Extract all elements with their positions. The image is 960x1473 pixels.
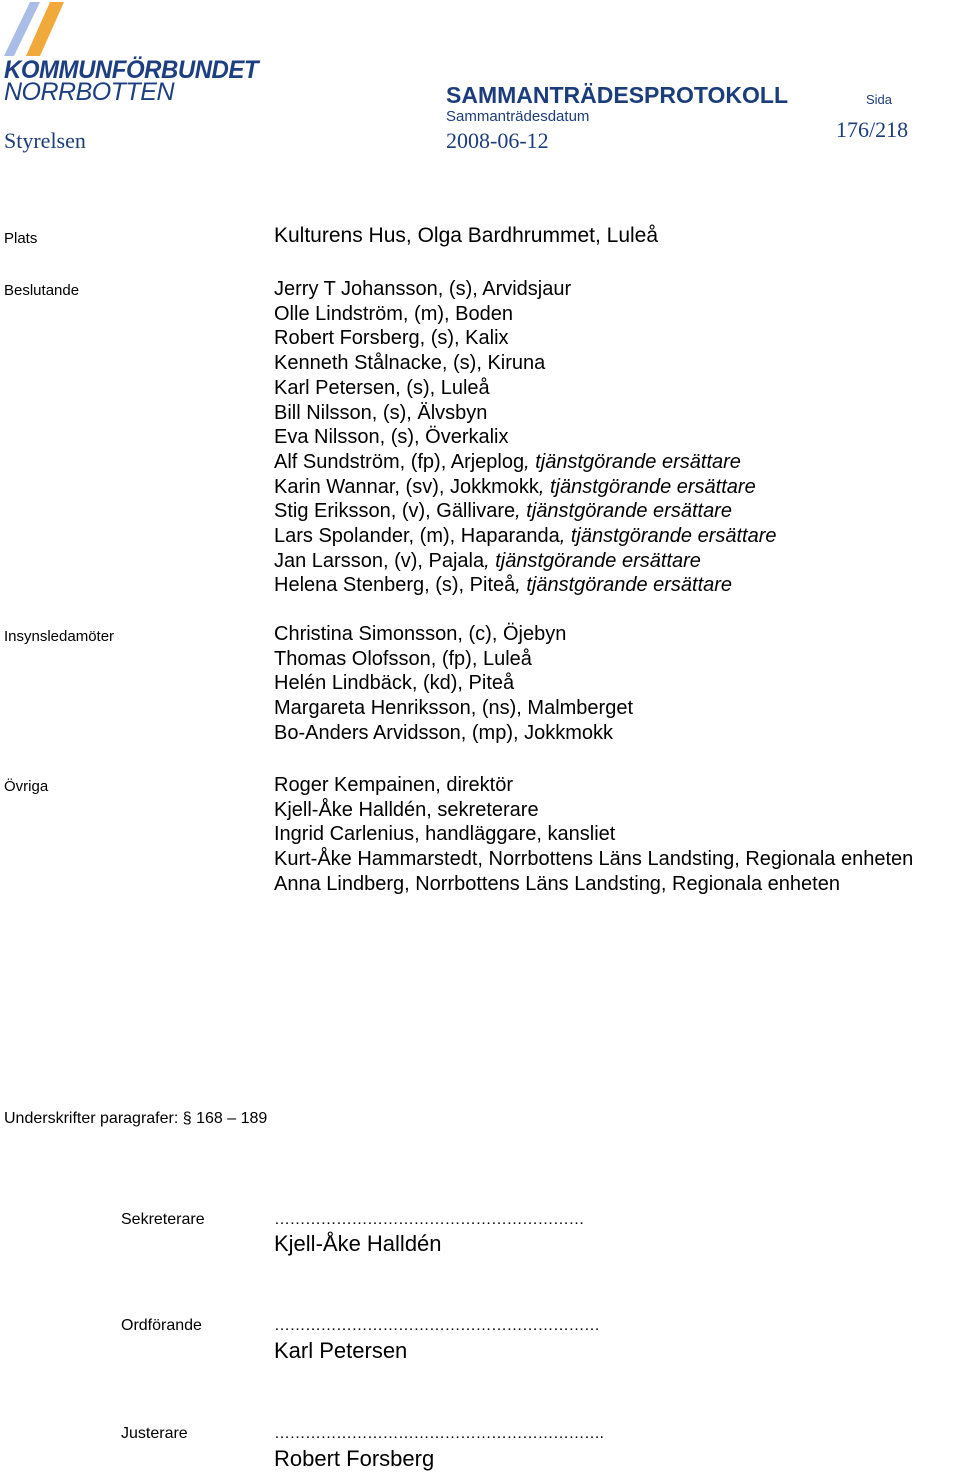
member-text: Helena Stenberg, (s), Piteå — [274, 574, 516, 597]
member-text: Karin Wannar, (sv), Jokkmokk — [274, 475, 539, 498]
member-text: Stig Eriksson, (v), Gällivare — [274, 500, 516, 523]
document-title: SAMMANTRÄDESPROTOKOLL — [446, 82, 789, 108]
adjuster-signature-line: ………………………………………………………. — [274, 1425, 604, 1442]
list-item — [274, 573, 777, 598]
meeting-date-label: Sammanträdesdatum — [446, 108, 590, 125]
list-item — [274, 401, 777, 426]
signature-paragraphs: Underskrifter paragrafer: § 168 – 189 — [4, 1110, 268, 1127]
adjuster-name: Robert Forsberg — [274, 1446, 435, 1471]
list-item — [274, 524, 777, 549]
list-item — [274, 822, 913, 847]
page-number: 176/218 — [836, 117, 909, 142]
others-list — [274, 773, 913, 897]
list-item — [274, 302, 777, 327]
others-label: Övriga — [4, 778, 49, 795]
member-text: Helén Lindbäck, (kd), Piteå — [274, 672, 515, 695]
member-text: Lars Spolander, (m), Haparanda — [274, 525, 560, 548]
list-item — [274, 326, 777, 351]
list-item — [274, 376, 777, 401]
logo-stripes-graphic — [4, 2, 66, 60]
list-item — [274, 773, 913, 798]
page-label: Sida — [866, 92, 893, 107]
member-text: Anna Lindberg, Norrbottens Läns Landsting, Regionala enheten — [274, 872, 840, 895]
member-text: Robert Forsberg, (s), Kalix — [274, 327, 509, 350]
member-role: , tjänstgörande ersättare — [559, 525, 777, 548]
list-item — [274, 622, 633, 647]
org-name-line1: KOMMUNFÖRBUNDET — [4, 56, 259, 84]
place-value: Kulturens Hus, Olga Bardhrummet, Luleå — [274, 224, 659, 247]
member-text: Kjell-Åke Halldén, sekreterare — [274, 798, 539, 821]
member-text: Bill Nilsson, (s), Älvsbyn — [274, 401, 488, 424]
member-role: , tjänstgörande ersättare — [538, 475, 756, 498]
member-role: , tjänstgörande ersättare — [524, 450, 741, 473]
list-item — [274, 425, 777, 450]
chairman-signature-line: ……………………………………………………… — [274, 1317, 600, 1334]
member-text: Jerry T Johansson, (s), Arvidsjaur — [274, 278, 572, 300]
observers-label: Insynsledamöter — [4, 628, 115, 645]
meeting-date: 2008-06-12 — [446, 128, 549, 153]
secretary-name: Kjell-Åke Halldén — [274, 1231, 442, 1256]
list-item — [274, 872, 913, 897]
member-text: Margareta Henriksson, (ns), Malmberget — [274, 697, 634, 720]
member-text: Jan Larsson, (v), Pajala — [274, 549, 485, 572]
observers-list — [274, 622, 633, 746]
list-item — [274, 671, 633, 696]
chairman-name: Karl Petersen — [274, 1338, 408, 1363]
member-role: , tjänstgörande ersättare — [515, 574, 733, 597]
deciding-label: Beslutande — [4, 282, 80, 299]
secretary-label: Sekreterare — [121, 1211, 205, 1228]
member-text: Olle Lindström, (m), Boden — [274, 302, 513, 325]
member-text: Christina Simonsson, (c), Öjebyn — [274, 623, 567, 645]
list-item — [274, 696, 633, 721]
place-label: Plats — [4, 230, 38, 247]
secretary-signature-line: …………………………………………………… — [274, 1211, 584, 1228]
member-text: Ingrid Carlenius, handläggare, kansliet — [274, 823, 616, 846]
member-text: Eva Nilsson, (s), Överkalix — [274, 426, 509, 449]
org-name-line2: NORRBOTTEN — [4, 78, 174, 106]
member-text: Karl Petersen, (s), Luleå — [274, 376, 490, 399]
list-item — [274, 721, 633, 746]
list-item — [274, 351, 777, 376]
adjuster-label: Justerare — [121, 1425, 188, 1442]
member-text: Thomas Olofsson, (fp), Luleå — [274, 647, 532, 670]
deciding-members-list — [274, 277, 777, 598]
list-item — [274, 475, 777, 500]
list-item — [274, 277, 777, 302]
list-item — [274, 798, 913, 823]
member-text: Kurt-Åke Hammarstedt, Norrbottens Läns Landsting, Regionala enheten — [274, 848, 914, 871]
list-item — [274, 549, 777, 574]
list-item — [274, 847, 913, 872]
member-text: Kenneth Stålnacke, (s), Kiruna — [274, 352, 546, 375]
member-role: , tjänstgörande ersättare — [484, 549, 701, 572]
member-role: , tjänstgörande ersättare — [515, 500, 732, 523]
chairman-label: Ordförande — [121, 1317, 202, 1334]
board-name: Styrelsen — [4, 128, 86, 153]
list-item — [274, 647, 633, 672]
list-item — [274, 499, 777, 524]
member-text: Roger Kempainen, direktör — [274, 774, 514, 796]
member-text: Bo-Anders Arvidsson, (mp), Jokkmokk — [274, 721, 613, 744]
list-item — [274, 450, 777, 475]
member-text: Alf Sundström, (fp), Arjeplog — [274, 450, 525, 473]
